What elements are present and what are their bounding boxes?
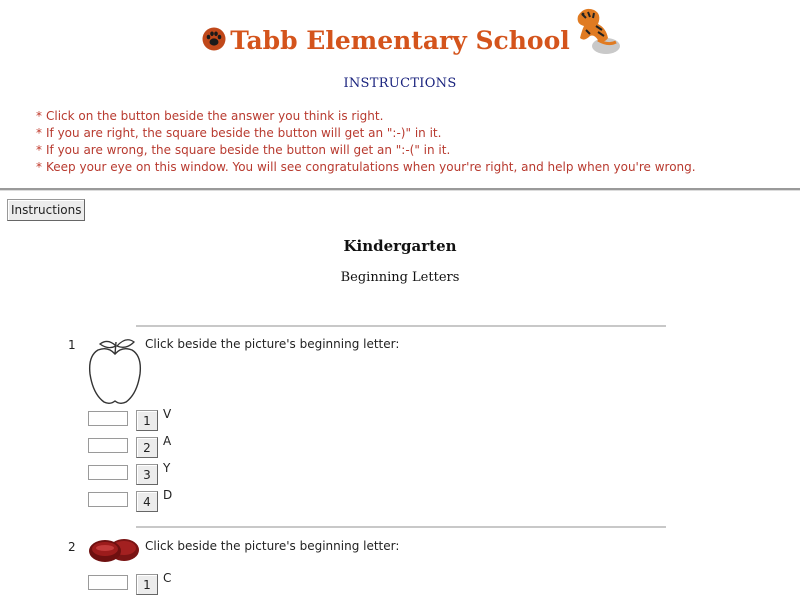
bullet-star: * [36, 143, 42, 157]
feedback-square [88, 465, 128, 480]
answer-letter: Y [163, 461, 171, 475]
topic-heading: Beginning Letters [340, 270, 460, 285]
frame-divider[interactable] [0, 188, 800, 191]
bullet-star: * [36, 160, 42, 174]
answer-button-4[interactable]: 4 [136, 491, 158, 512]
answer-row [88, 407, 208, 432]
instructions-heading: INSTRUCTIONS [343, 76, 457, 91]
question-number: 1 [68, 338, 76, 352]
paw-print-icon [202, 27, 226, 51]
grade-heading: Kindergarten [343, 237, 457, 255]
question-prompt: Click beside the picture's beginning letter: [145, 539, 400, 553]
answer-button-1[interactable]: 1 [136, 574, 158, 595]
instructions-button[interactable]: Instructions [7, 199, 85, 221]
instruction-item: * Click on the button beside the answer you think is right. [36, 109, 384, 123]
site-title [0, 26, 800, 55]
question-divider [136, 325, 666, 327]
answer-row [88, 461, 208, 486]
bullet-star: * [36, 126, 42, 140]
answer-row [88, 571, 208, 596]
bullet-star: * [36, 109, 42, 123]
instruction-item: * If you are wrong, the square beside the button will get an ":-(" in it. [36, 143, 451, 157]
answer-letter: V [163, 407, 172, 421]
question-number: 2 [68, 540, 76, 554]
question-divider [136, 526, 666, 528]
apple-icon [86, 334, 144, 406]
answer-letter: A [163, 434, 172, 448]
feedback-square [88, 411, 128, 426]
answer-letter: C [163, 571, 172, 585]
feedback-square [88, 575, 128, 590]
answer-button-3[interactable]: 3 [136, 464, 158, 485]
answer-row [88, 434, 208, 459]
answer-button-2[interactable]: 2 [136, 437, 158, 458]
tiger-icon [568, 2, 622, 56]
site-title-text: Tabb Elementary School [230, 26, 570, 55]
instructions-list [36, 108, 696, 176]
cookie-icon [88, 536, 140, 564]
question-prompt: Click beside the picture's beginning letter: [145, 337, 400, 351]
answer-row [88, 488, 208, 513]
instruction-item: * Keep your eye on this window. You will see congratulations when your're right, and help when you're wrong. [36, 160, 696, 174]
answer-button-1[interactable]: 1 [136, 410, 158, 431]
feedback-square [88, 438, 128, 453]
feedback-square [88, 492, 128, 507]
instruction-item: * If you are right, the square beside the button will get an ":-)" in it. [36, 126, 442, 140]
answer-letter: D [163, 488, 173, 502]
